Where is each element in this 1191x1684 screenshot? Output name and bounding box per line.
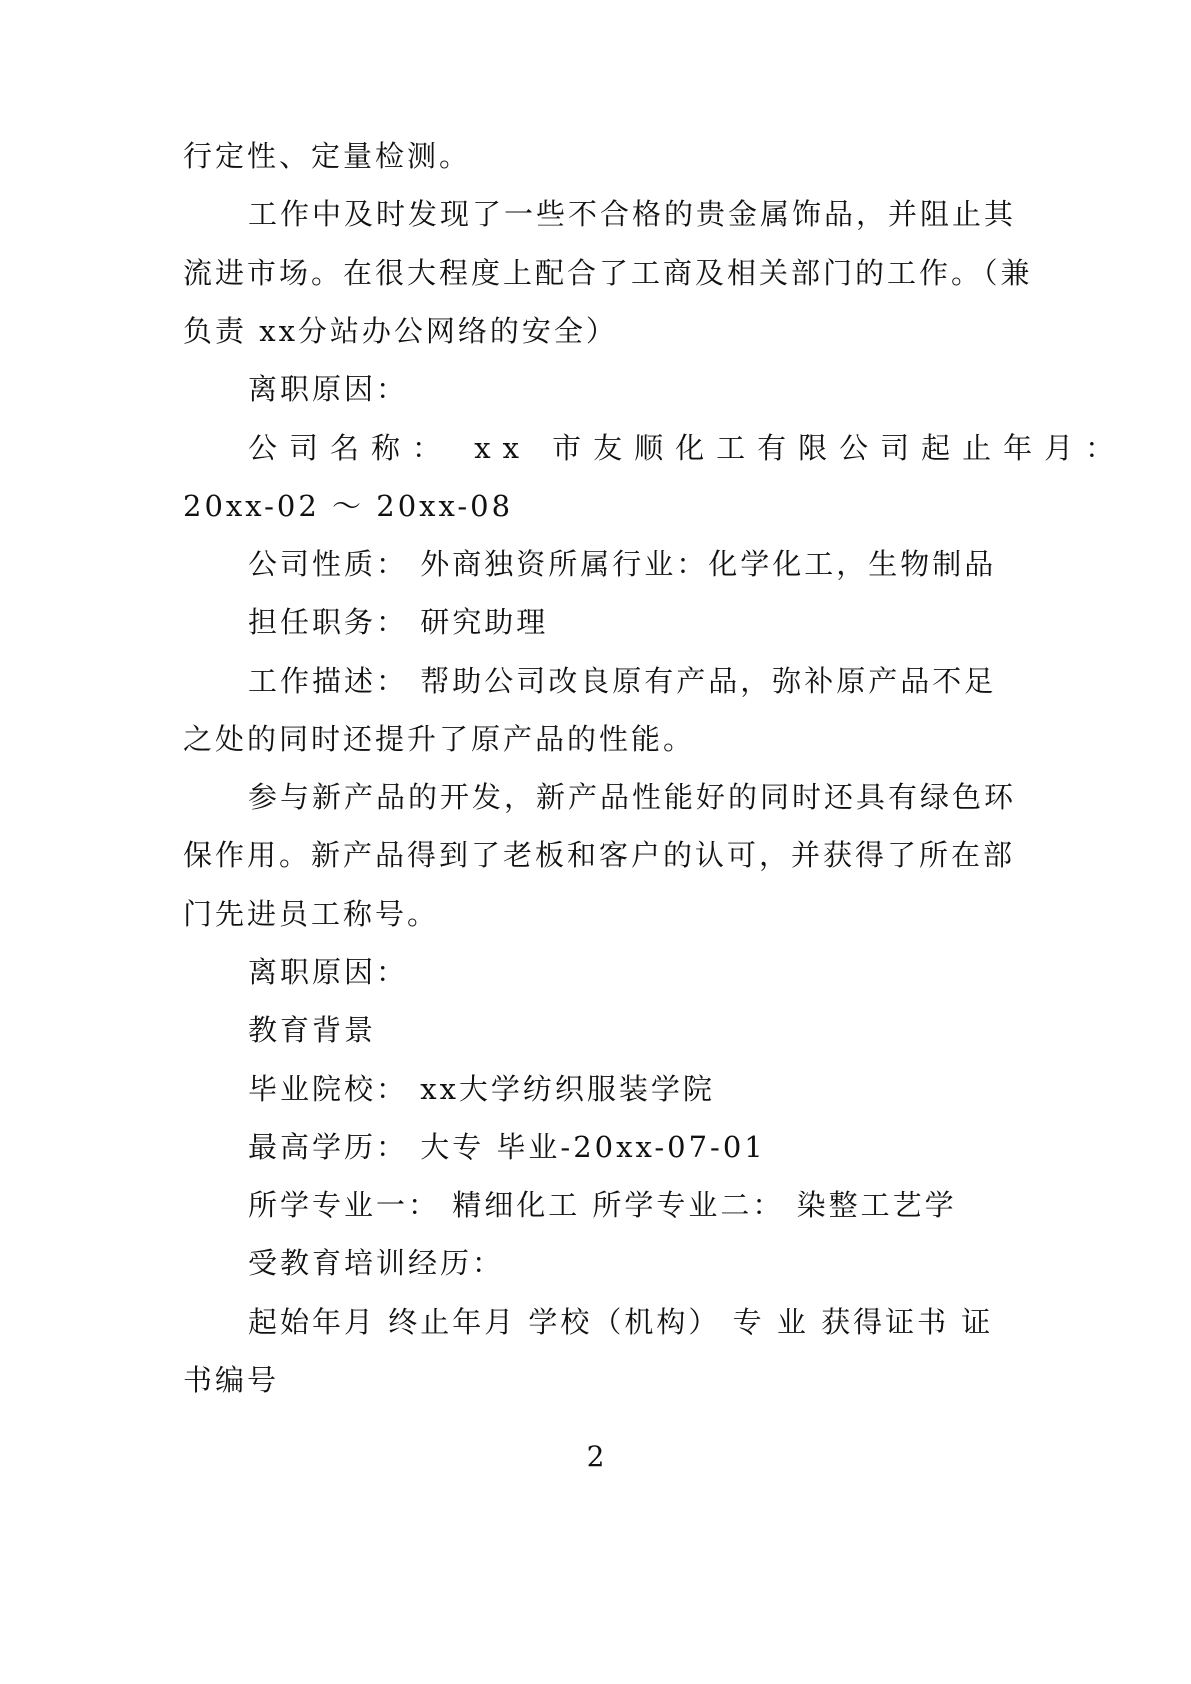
text-line: 公司名称： xx 市友顺化工有限公司起止年月： — [248, 431, 1127, 465]
text-line: 毕业院校： xx大学纺织服装学院 — [248, 1072, 715, 1106]
text-line: 负责 xx分站办公网络的安全） — [183, 314, 618, 348]
text-line: 工作描述： 帮助公司改良原有产品，弥补原产品不足 — [248, 664, 997, 698]
text-line: 保作用。新产品得到了老板和客户的认可，并获得了所在部 — [183, 838, 1016, 872]
text-line: 行定性、定量检测。 — [183, 139, 472, 173]
text-line: 担任职务： 研究助理 — [248, 605, 549, 639]
text-line: 之处的同时还提升了原产品的性能。 — [183, 722, 696, 756]
text-line: 公司性质： 外商独资所属行业：化学化工，生物制品 — [248, 547, 997, 581]
text-line: 离职原因： — [248, 372, 409, 406]
text-line: 起始年月 终止年月 学校（机构） 专 业 获得证书 证 — [248, 1305, 994, 1339]
text-line: 工作中及时发现了一些不合格的贵金属饰品，并阻止其 — [248, 197, 1017, 231]
text-line: 参与新产品的开发，新产品性能好的同时还具有绿色环 — [248, 780, 1017, 814]
page-number: 2 — [586, 1440, 605, 1473]
text-line: 离职原因： — [248, 955, 409, 989]
text-line: 所学专业一： 精细化工 所学专业二： 染整工艺学 — [248, 1188, 957, 1222]
text-line: 最高学历： 大专 毕业-20xx-07-01 — [248, 1130, 766, 1164]
section-heading: 教育背景 — [248, 1013, 377, 1047]
text-line: 受教育培训经历： — [248, 1246, 505, 1280]
text-line: 20xx-02 ～ 20xx-08 — [183, 489, 514, 523]
text-line: 书编号 — [183, 1363, 280, 1397]
text-line: 流进市场。在很大程度上配合了工商及相关部门的工作。（兼 — [183, 256, 1033, 290]
text-line: 门先进员工称号。 — [183, 897, 440, 931]
